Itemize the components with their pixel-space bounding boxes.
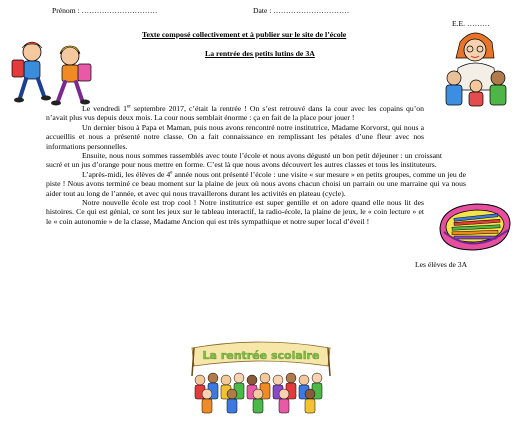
paragraph-4 (46, 170, 466, 198)
pencil-case-illustration (436, 198, 514, 256)
back-to-school-banner-illustration (186, 336, 336, 418)
document-title: La rentrée des petits lutins de 3A (205, 49, 315, 58)
banner-text: La rentrée scolaire (202, 349, 320, 362)
paragraph-1-start: Le vendredi 1 (82, 104, 127, 113)
document-heading: Texte composé collectivement et à publier sur le site de l’école (142, 30, 347, 39)
paragraph-3: Ensuite, nous nous sommes rassemblés avec toute l’école et nous avons dégusté un bon petit déjeuner : un croissant sucré et un jus d’orange pour nous mettre en forme. C’est là que nous avons découvert les autres classes et tous les instituteurs. (46, 151, 442, 170)
initials-field: E.E. ……… (452, 19, 490, 28)
signature: Les élèves de 3A (415, 260, 468, 269)
paragraph-2: Un dernier bisou à Papa et Maman, puis nous avons rencontré notre institutrice, Madame Korvorst, qui nous a accueillis et nous a présenté notre classe. On a fait connaissance en remplissant les pétales d’une fleur avec nos informations personnelles. (46, 122, 424, 151)
date-field: Date : ………………………… (253, 6, 350, 15)
paragraph-4-superscript: e (170, 170, 173, 176)
paragraph-5: Notre nouvelle école est trop cool ! Notre institutrice est super gentille et on adore quand elle nous lit des histoires. Ce qui est génial, ce sont les jeux sur le tableau interactif, la radio-école, la plaine de jeux, le « coin lecture » et le « coin autonomie » de la classe, Madame Ancion qui est très sympathique et notre super local d’éveil ! (46, 198, 424, 226)
paragraph-1-superscript: er (127, 104, 131, 110)
prenom-field: Prénom : ………………………… (52, 6, 158, 15)
paragraph-4-start: L’après-midi, les élèves de 4 (82, 169, 171, 179)
paragraph-4-end: année nous ont présenté l’école : une visite « sur mesure » en petits groupes, comme un jeu de piste ! Nous avons terminé ce beau moment sur la plaine de jeux où nous avons chacun choisi un parrain ou une marraine qui va nous aider tout au long de l’année, et avec qui nous travaillerons durant les activités en plateau (cycle). (46, 169, 466, 198)
kids-with-backpacks-illustration (6, 38, 98, 108)
paragraph-1 (46, 104, 424, 123)
article-body (46, 104, 466, 226)
teacher-with-children-illustration (438, 28, 512, 108)
paragraph-1-end: septembre 2017, c’était la rentrée ! On s’est retrouvé dans la cour avec les copains qu’on n’avait plus vus depuis deux mois. La cour nous semblait énorme : ça en fait de la place pour jouer ! (46, 104, 424, 123)
